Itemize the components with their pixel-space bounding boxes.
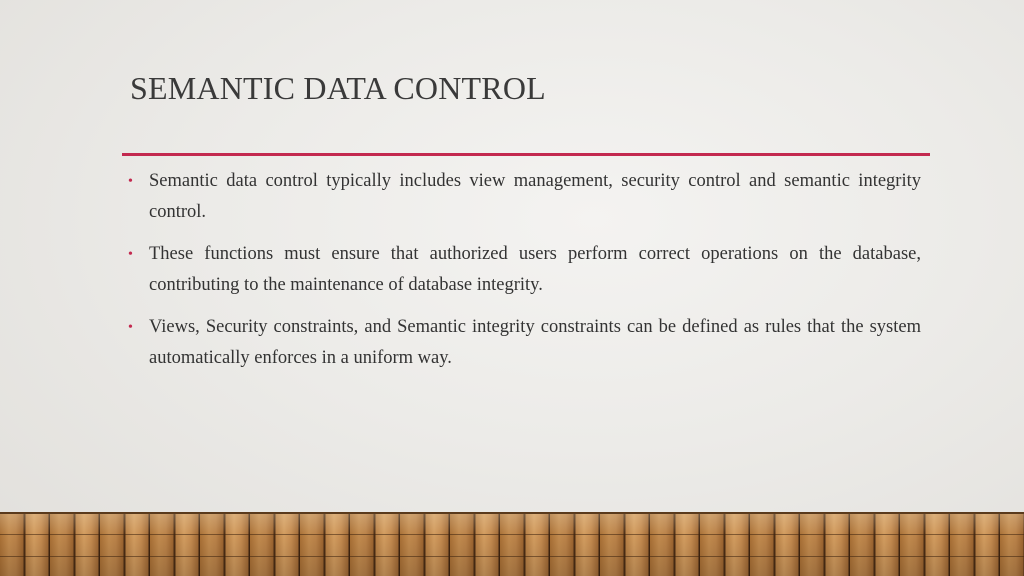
floor-seam — [0, 556, 1024, 557]
bullet-text: These functions must ensure that authorized users perform correct operations on the database, contributing to the maintenance of database integrity. — [149, 244, 921, 295]
bullet-marker: • — [128, 320, 133, 335]
bullet-marker: • — [128, 247, 133, 262]
bullet-list — [128, 166, 921, 385]
bullet-marker: • — [128, 174, 133, 189]
title-divider — [122, 153, 930, 156]
wood-floor-decoration — [0, 514, 1024, 576]
floor-seam — [0, 534, 1024, 535]
bullet-item — [128, 239, 921, 301]
bullet-item — [128, 166, 921, 228]
bullet-text: Semantic data control typically includes view management, security control and semantic integrity control. — [149, 171, 921, 222]
slide-title: SEMANTIC DATA CONTROL — [130, 70, 546, 106]
bullet-item — [128, 312, 921, 374]
bullet-text: Views, Security constraints, and Semantic integrity constraints can be defined as rules that the system automatically enforces in a uniform way. — [149, 317, 921, 368]
